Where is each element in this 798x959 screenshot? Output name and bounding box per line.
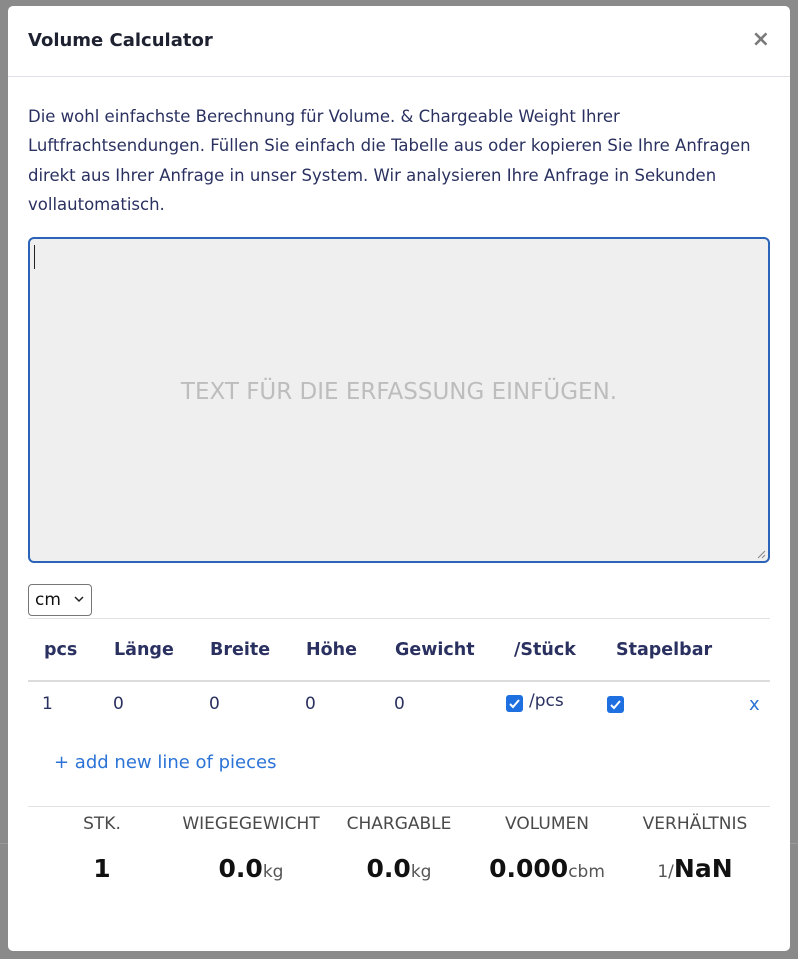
cell-gewicht[interactable]: 0 (394, 694, 405, 714)
summary-label-ratio: VERHÄLTNIS (642, 814, 748, 834)
checkmark-icon (508, 697, 521, 710)
col-header-per-piece: /Stück (514, 640, 576, 660)
stackable-checkbox[interactable] (607, 696, 624, 713)
cell-pcs[interactable]: 1 (42, 694, 53, 714)
summary-label-volume: VOLUMEN (505, 814, 589, 834)
summary-label-chargeable: CHARGABLE (346, 814, 452, 834)
stk-value: 1 (93, 854, 111, 883)
table-header-rule (28, 680, 770, 682)
close-button[interactable]: × (751, 27, 770, 52)
paste-placeholder: TEXT FÜR DIE ERFASSUNG EINFÜGEN. (180, 379, 618, 405)
modal-title: Volume Calculator (28, 30, 213, 51)
per-piece-label: /pcs (529, 691, 564, 711)
text-caret (34, 245, 35, 269)
paste-textarea[interactable] (28, 237, 770, 563)
divider (28, 618, 770, 619)
unit-select[interactable] (28, 584, 92, 616)
chargeable-unit: kg (410, 862, 432, 882)
col-header-pcs: pcs (44, 640, 78, 660)
ratio-value: NaN (673, 854, 733, 883)
unit-select-value: cm (35, 590, 61, 610)
summary-label-weight: WIEGEGEWICHT (182, 814, 320, 834)
col-header-stapelbar: Stapelbar (616, 640, 713, 660)
col-header-hoehe: Höhe (306, 640, 357, 660)
chevron-down-icon (73, 585, 85, 626)
cell-hoehe[interactable]: 0 (305, 694, 316, 714)
volume-unit: cbm (568, 862, 605, 882)
cell-laenge[interactable]: 0 (113, 694, 124, 714)
summary-value-ratio (605, 854, 785, 883)
chargeable-value: 0.0 (366, 854, 411, 883)
modal-header (8, 6, 790, 77)
checkmark-icon (609, 698, 622, 711)
col-header-gewicht: Gewicht (395, 640, 475, 660)
col-header-breite: Breite (210, 640, 271, 660)
add-line-button[interactable]: + add new line of pieces (54, 752, 277, 773)
cell-breite[interactable]: 0 (209, 694, 220, 714)
volume-value: 0.000 (489, 854, 569, 883)
volume-calculator-modal (8, 6, 790, 951)
divider (28, 806, 770, 807)
weight-value: 0.0 (218, 854, 263, 883)
per-piece-checkbox[interactable] (506, 695, 523, 712)
resize-grip-icon[interactable] (756, 549, 766, 559)
intro-text: Die wohl einfachste Berechnung für Volume. & Chargeable Weight Ihrer Luftfrachtsendungen. Füllen Sie einfach die Tabelle aus oder kopieren Sie Ihre Anfragen direkt aus Ihrer Anfrage in unser System. Wir analysieren Ihre Anfrage in Sekunden vollautomatisch. (28, 107, 751, 214)
summary-label-stk: STK. (83, 814, 121, 834)
ratio-prefix: 1/ (657, 862, 674, 882)
weight-unit: kg (262, 862, 284, 882)
remove-row-button[interactable]: x (749, 694, 760, 715)
col-header-laenge: Länge (114, 640, 174, 660)
